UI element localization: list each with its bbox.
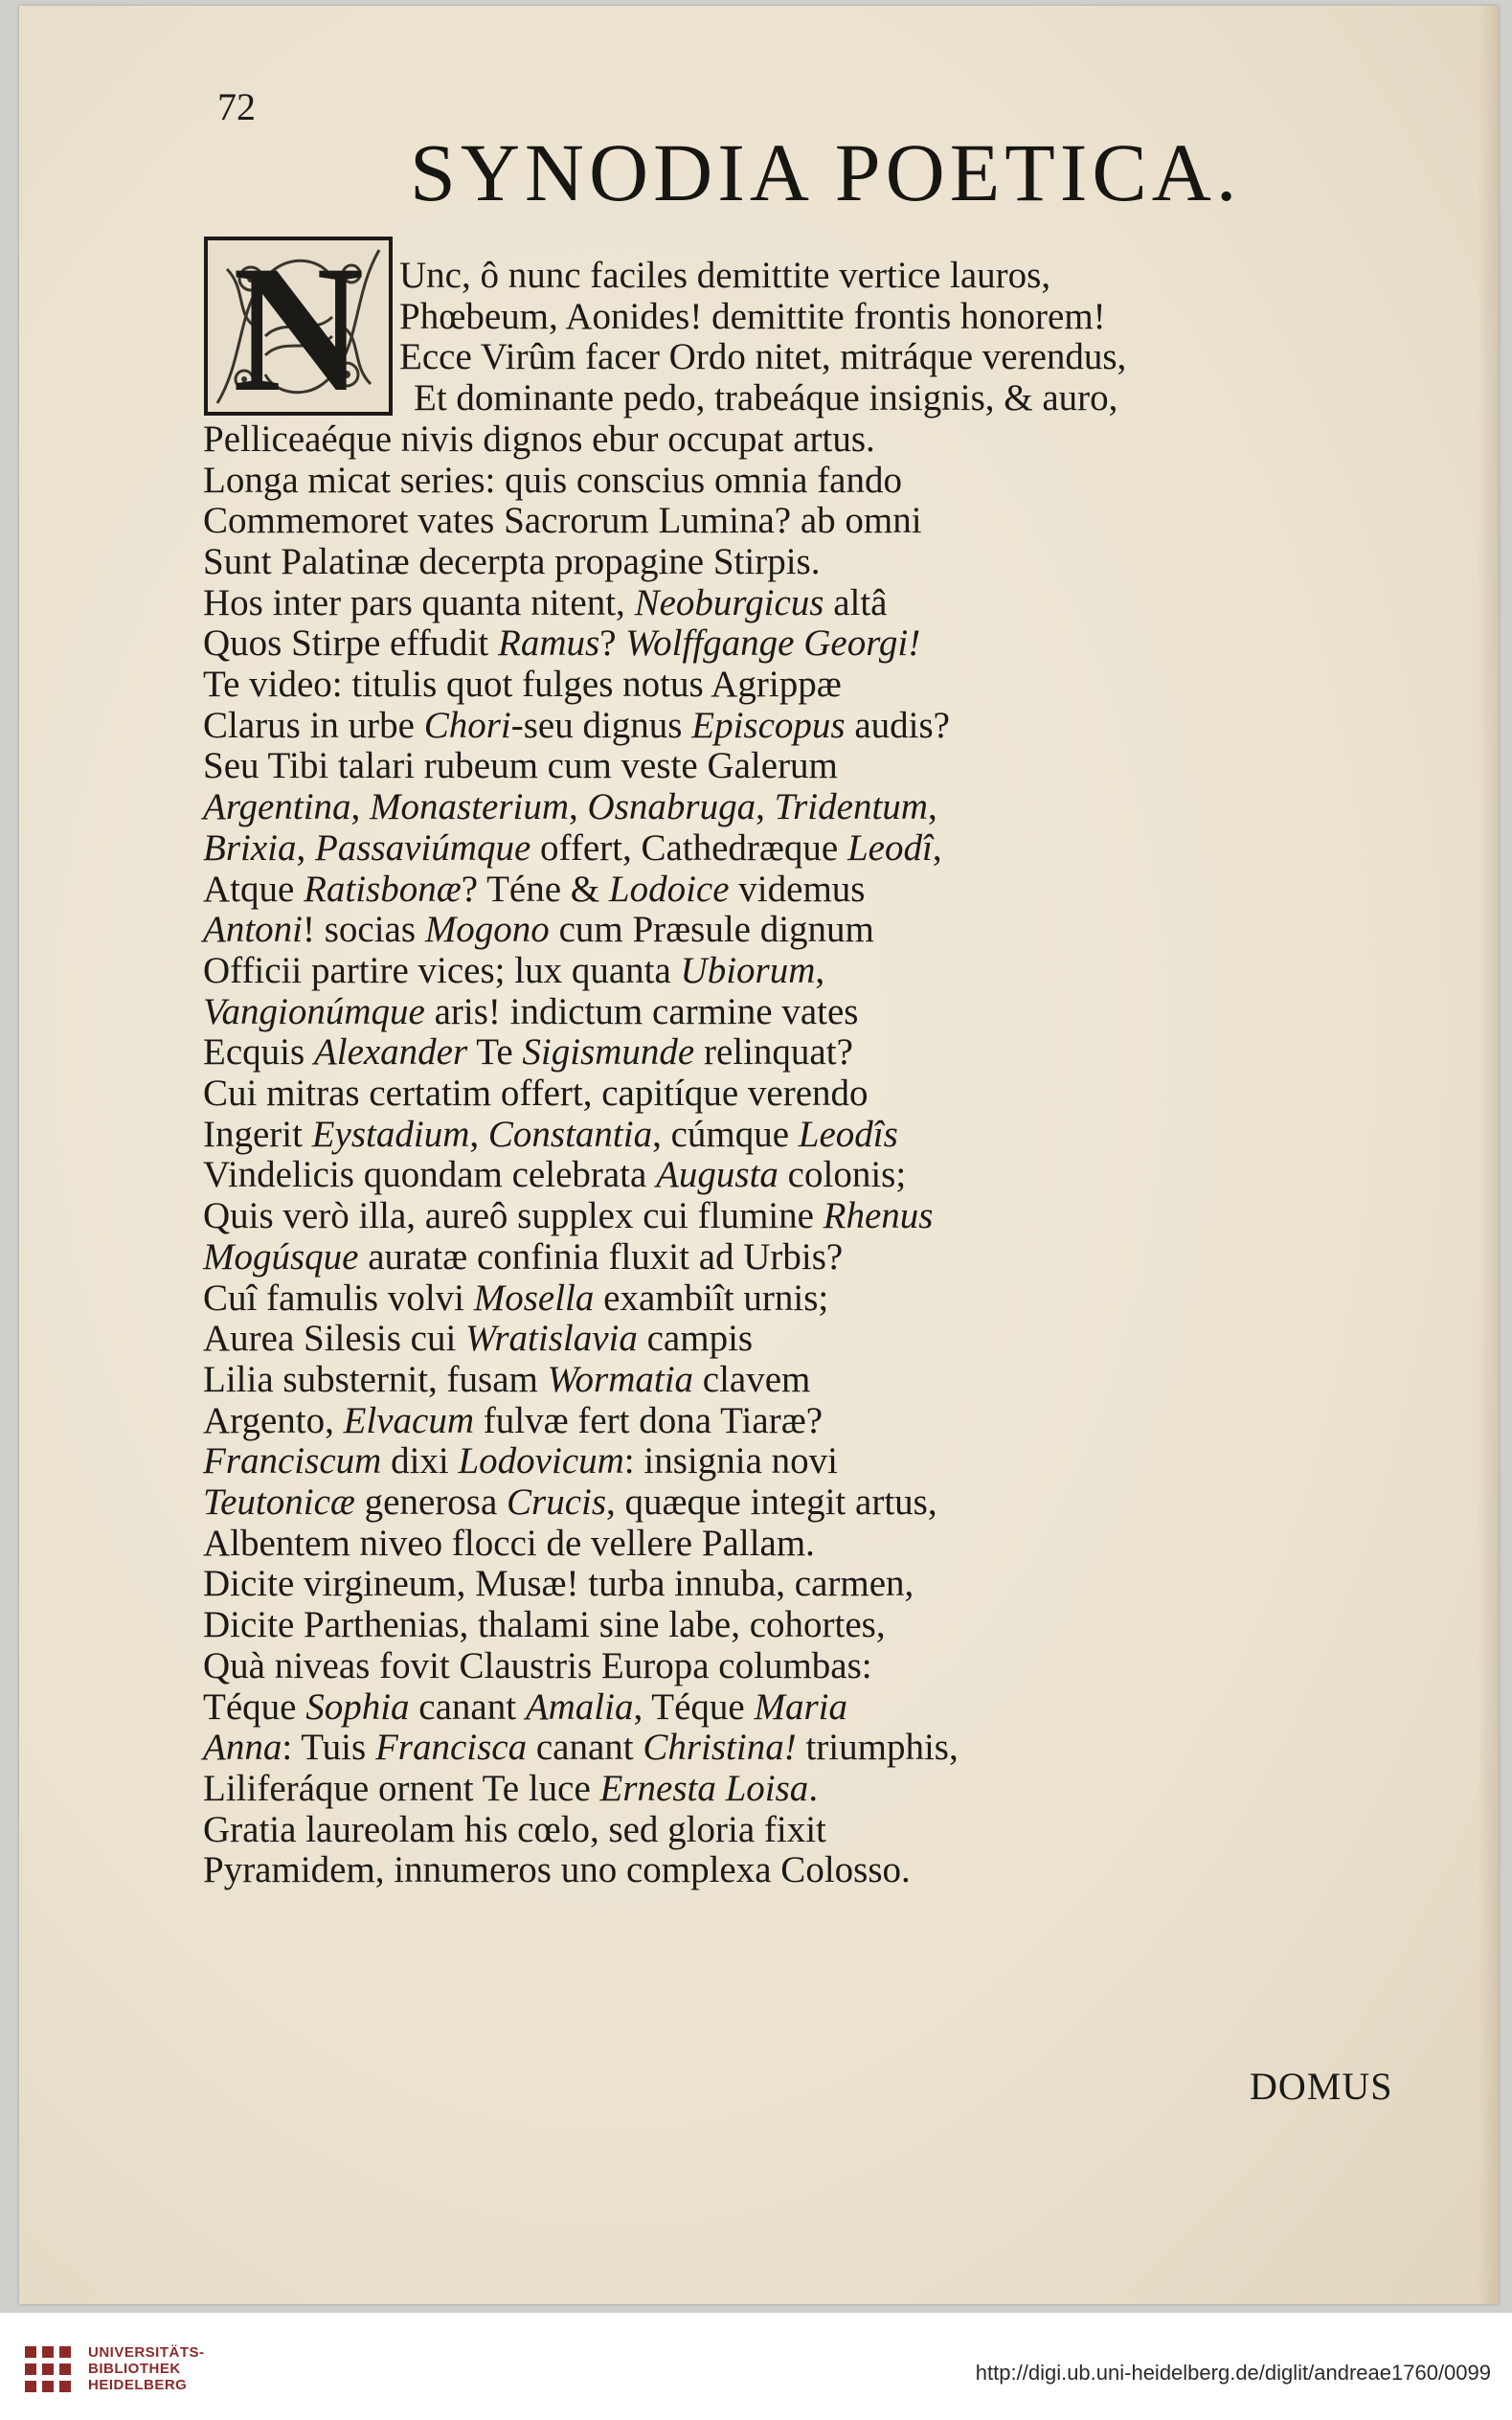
italic-segment: Passaviúmque <box>314 826 531 869</box>
text-segment: Liliferáque ornent Te luce <box>203 1767 600 1809</box>
text-segment: Phœbeum, Aonides! demittite frontis honorem! <box>399 295 1106 337</box>
text-segment: ! socias <box>303 909 425 951</box>
text-segment: , <box>350 786 371 828</box>
text-segment: Ecquis <box>203 1031 314 1074</box>
page-edge-shadow <box>1478 6 1499 2304</box>
italic-segment: Wratislavia <box>465 1318 638 1360</box>
text-segment: , quæque integit artus, <box>606 1481 937 1523</box>
poem-line <box>203 1768 818 1809</box>
page-title: SYNODIA POETICA. <box>410 126 1242 218</box>
italic-segment: Sophia <box>305 1685 410 1728</box>
text-segment: Et dominante pedo, trabeáque insignis, & auro, <box>414 377 1118 419</box>
text-segment: , <box>756 786 775 828</box>
italic-segment: Rhenus <box>823 1195 934 1237</box>
text-segment: Officii partire vices; lux quanta <box>203 949 681 991</box>
italic-segment: Sigismunde <box>522 1031 695 1074</box>
poem-line <box>203 745 838 786</box>
poem-line <box>203 1154 906 1195</box>
text-segment: Longa micat series: quis conscius omnia fando <box>203 459 902 501</box>
poem-line <box>203 622 920 664</box>
italic-segment: Leodîs <box>798 1113 898 1155</box>
text-segment: Pelliceaéque nivis dignos ebur occupat artus. <box>203 418 875 460</box>
poem-line <box>399 255 1050 296</box>
text-segment: Albentem niveo flocci de vellere Pallam. <box>203 1522 815 1564</box>
italic-segment: Amalia <box>525 1685 634 1728</box>
text-segment: Argento, <box>203 1399 344 1441</box>
text-segment: Gratia laureolam his cœlo, sed gloria fixit <box>203 1808 826 1850</box>
poem-line <box>203 1809 826 1850</box>
text-segment: triumphis, <box>796 1727 959 1769</box>
text-segment: Clarus in urbe <box>203 704 424 746</box>
text-segment: Lilia substernit, fusam <box>203 1358 548 1400</box>
text-segment: Sunt Palatinæ decerpta propagine Stirpis. <box>203 540 821 582</box>
poem-line <box>414 377 1117 418</box>
italic-segment: Mogono <box>424 909 550 951</box>
italic-segment: Maria <box>754 1685 847 1728</box>
text-segment: , <box>927 786 937 828</box>
italic-segment: Brixia <box>203 826 297 869</box>
poem-line <box>203 541 820 582</box>
text-segment: relinquat? <box>694 1031 853 1074</box>
italic-segment: Osnabruga <box>587 786 756 828</box>
text-segment: , <box>932 826 942 869</box>
italic-segment: Mogúsque <box>203 1235 359 1278</box>
text-segment: Seu Tibi talari rubeum cum veste Galerum <box>203 745 838 787</box>
italic-segment: Ubiorum <box>680 949 816 991</box>
poem-line <box>203 991 858 1032</box>
text-segment: Ingerit <box>203 1113 312 1155</box>
italic-segment: Ramus <box>498 622 600 665</box>
text-segment: aris! indictum carmine vates <box>424 990 859 1032</box>
text-segment: canant <box>409 1685 526 1728</box>
text-segment: Te <box>467 1031 523 1074</box>
italic-segment: Francisca <box>374 1727 528 1769</box>
text-segment: Unc, ô nunc faciles demittite vertice lauros, <box>399 255 1051 296</box>
poem-line <box>203 705 950 746</box>
poem-line <box>203 1440 838 1481</box>
italic-segment: Mosella <box>473 1277 595 1319</box>
poem-line <box>203 1073 869 1114</box>
text-segment: , <box>296 826 315 869</box>
poem-line <box>203 1686 847 1728</box>
text-segment: , Téque <box>633 1685 755 1728</box>
decorated-initial <box>204 237 393 416</box>
poem-line <box>203 1563 914 1604</box>
poem-line <box>203 418 875 460</box>
poem-line <box>203 950 824 991</box>
library-name <box>88 2344 205 2393</box>
text-segment: : insignia novi <box>623 1440 838 1482</box>
italic-segment: Ratisbonæ <box>304 868 462 910</box>
text-segment: Dicite Parthenias, thalami sine labe, cohortes, <box>203 1604 886 1646</box>
page-number: 72 <box>217 85 256 128</box>
text-segment: altâ <box>824 581 888 623</box>
text-segment: , <box>815 949 825 991</box>
poem-line <box>203 582 888 623</box>
text-segment: cum Præsule dignum <box>549 909 874 951</box>
text-segment: Téque <box>203 1685 306 1728</box>
italic-segment: Lodoice <box>608 868 730 910</box>
text-segment: canant <box>527 1727 643 1769</box>
italic-segment: Elvacum <box>343 1399 475 1441</box>
text-segment: Quis verò illa, aureô supplex cui flumine <box>203 1195 824 1237</box>
text-segment: : Tuis <box>282 1727 375 1769</box>
text-segment: exambiît urnis; <box>594 1277 829 1319</box>
text-segment: Dicite virgineum, Musæ! turba innuba, carmen, <box>203 1563 914 1605</box>
poem-line <box>203 1645 872 1686</box>
text-segment: campis <box>637 1318 754 1360</box>
poem-line <box>203 869 865 910</box>
poem-line <box>203 664 842 705</box>
text-segment: , <box>469 1113 488 1155</box>
italic-segment: Episcopus <box>691 704 846 746</box>
text-segment: Cuî famulis volvi <box>203 1277 474 1319</box>
text-segment: Pyramidem, innumeros uno complexa Colosso. <box>203 1849 911 1891</box>
italic-segment: Monasterium <box>370 786 570 828</box>
text-segment: clavem <box>693 1358 811 1400</box>
italic-segment: Eystadium <box>311 1113 470 1155</box>
italic-segment: Antoni <box>203 909 303 951</box>
poem-line <box>203 1400 823 1441</box>
footer-bar <box>0 2313 1512 2420</box>
italic-segment: Teutonicæ <box>203 1481 355 1523</box>
poem-line <box>203 1727 959 1768</box>
italic-segment: Christina! <box>643 1727 797 1769</box>
poem-line <box>399 336 1126 377</box>
italic-segment: Constantia <box>487 1113 653 1155</box>
text-segment: Te video: titulis quot fulges notus Agrippæ <box>203 664 842 705</box>
italic-segment: Argentina <box>203 786 351 828</box>
text-segment: , cúmque <box>652 1113 799 1155</box>
text-segment: ? Téne & <box>461 868 609 910</box>
text-segment: auratæ confinia fluxit ad Urbis? <box>358 1235 844 1278</box>
text-segment: Ecce Virûm facer Ordo nitet, mitráque verendus, <box>399 336 1127 378</box>
poem-line <box>203 1195 933 1236</box>
poem-line <box>203 1031 853 1073</box>
text-segment: Hos inter pars quanta nitent, <box>203 581 635 623</box>
italic-segment: Alexander <box>313 1031 468 1074</box>
poem-line <box>203 786 937 827</box>
text-segment: Commemoret vates Sacrorum Lumina? ab omni <box>203 500 922 542</box>
text-segment: Atque <box>203 868 305 910</box>
italic-segment: Anna <box>203 1727 282 1769</box>
poem-line <box>203 460 902 501</box>
text-segment: Quos Stirpe effudit <box>203 622 499 665</box>
library-name-line: UNIVERSITÄTS- <box>88 2344 205 2361</box>
text-segment: , <box>569 786 588 828</box>
catchword: DOMUS <box>1250 2065 1393 2108</box>
poem-line <box>203 909 874 950</box>
poem-line <box>203 500 922 541</box>
text-segment: videmus <box>729 868 866 910</box>
italic-segment: Crucis <box>507 1481 607 1523</box>
university-library-logo-icon <box>21 2342 77 2398</box>
text-segment: colonis; <box>778 1154 907 1196</box>
italic-segment: Wormatia <box>547 1358 694 1400</box>
italic-segment: Lodovicum <box>458 1440 624 1482</box>
initial-letter: N <box>232 237 365 416</box>
poem-line <box>203 1849 911 1890</box>
poem-line <box>203 1604 886 1645</box>
poem-line <box>203 1523 815 1564</box>
italic-segment: Ernesta Loisa <box>599 1767 809 1809</box>
source-url-link[interactable]: http://digi.ub.uni-heidelberg.de/diglit/andreae1760/0099 <box>975 2361 1491 2385</box>
italic-segment: Vangionúmque <box>203 990 425 1032</box>
text-segment: offert, Cathedræque <box>530 826 847 869</box>
poem-line <box>399 296 1106 337</box>
text-segment: generosa <box>354 1481 508 1523</box>
italic-segment: Franciscum <box>203 1440 382 1482</box>
poem-line <box>203 827 942 869</box>
library-name-line: BIBLIOTHEK <box>88 2361 181 2377</box>
italic-segment: Leodî <box>846 826 933 869</box>
text-segment: Quà niveas fovit Claustris Europa columbas: <box>203 1644 872 1686</box>
poem-line <box>203 1236 843 1278</box>
text-segment: Vindelicis quondam celebrata <box>203 1154 657 1196</box>
italic-segment: Augusta <box>656 1154 779 1196</box>
poem-line <box>203 1114 898 1155</box>
poem-line <box>203 1481 937 1523</box>
poem-line <box>203 1359 810 1400</box>
poem-line <box>203 1318 753 1359</box>
text-segment: ? <box>599 622 626 665</box>
text-segment: Aurea Silesis cui <box>203 1318 466 1360</box>
italic-segment: Wolffgange Georgi! <box>625 622 921 665</box>
italic-segment: Neoburgicus <box>634 581 824 623</box>
text-segment: -seu dignus <box>510 704 692 746</box>
text-segment: audis? <box>845 704 950 746</box>
text-segment: dixi <box>381 1440 459 1482</box>
poem-line <box>203 1278 828 1319</box>
italic-segment: Tridentum <box>774 786 928 828</box>
text-segment: . <box>808 1767 819 1809</box>
library-name-line: HEIDELBERG <box>88 2377 188 2393</box>
italic-segment: Chori <box>423 704 511 746</box>
text-segment: fulvæ fert dona Tiaræ? <box>474 1399 824 1441</box>
text-segment: Cui mitras certatim offert, capitíque verendo <box>203 1073 869 1114</box>
